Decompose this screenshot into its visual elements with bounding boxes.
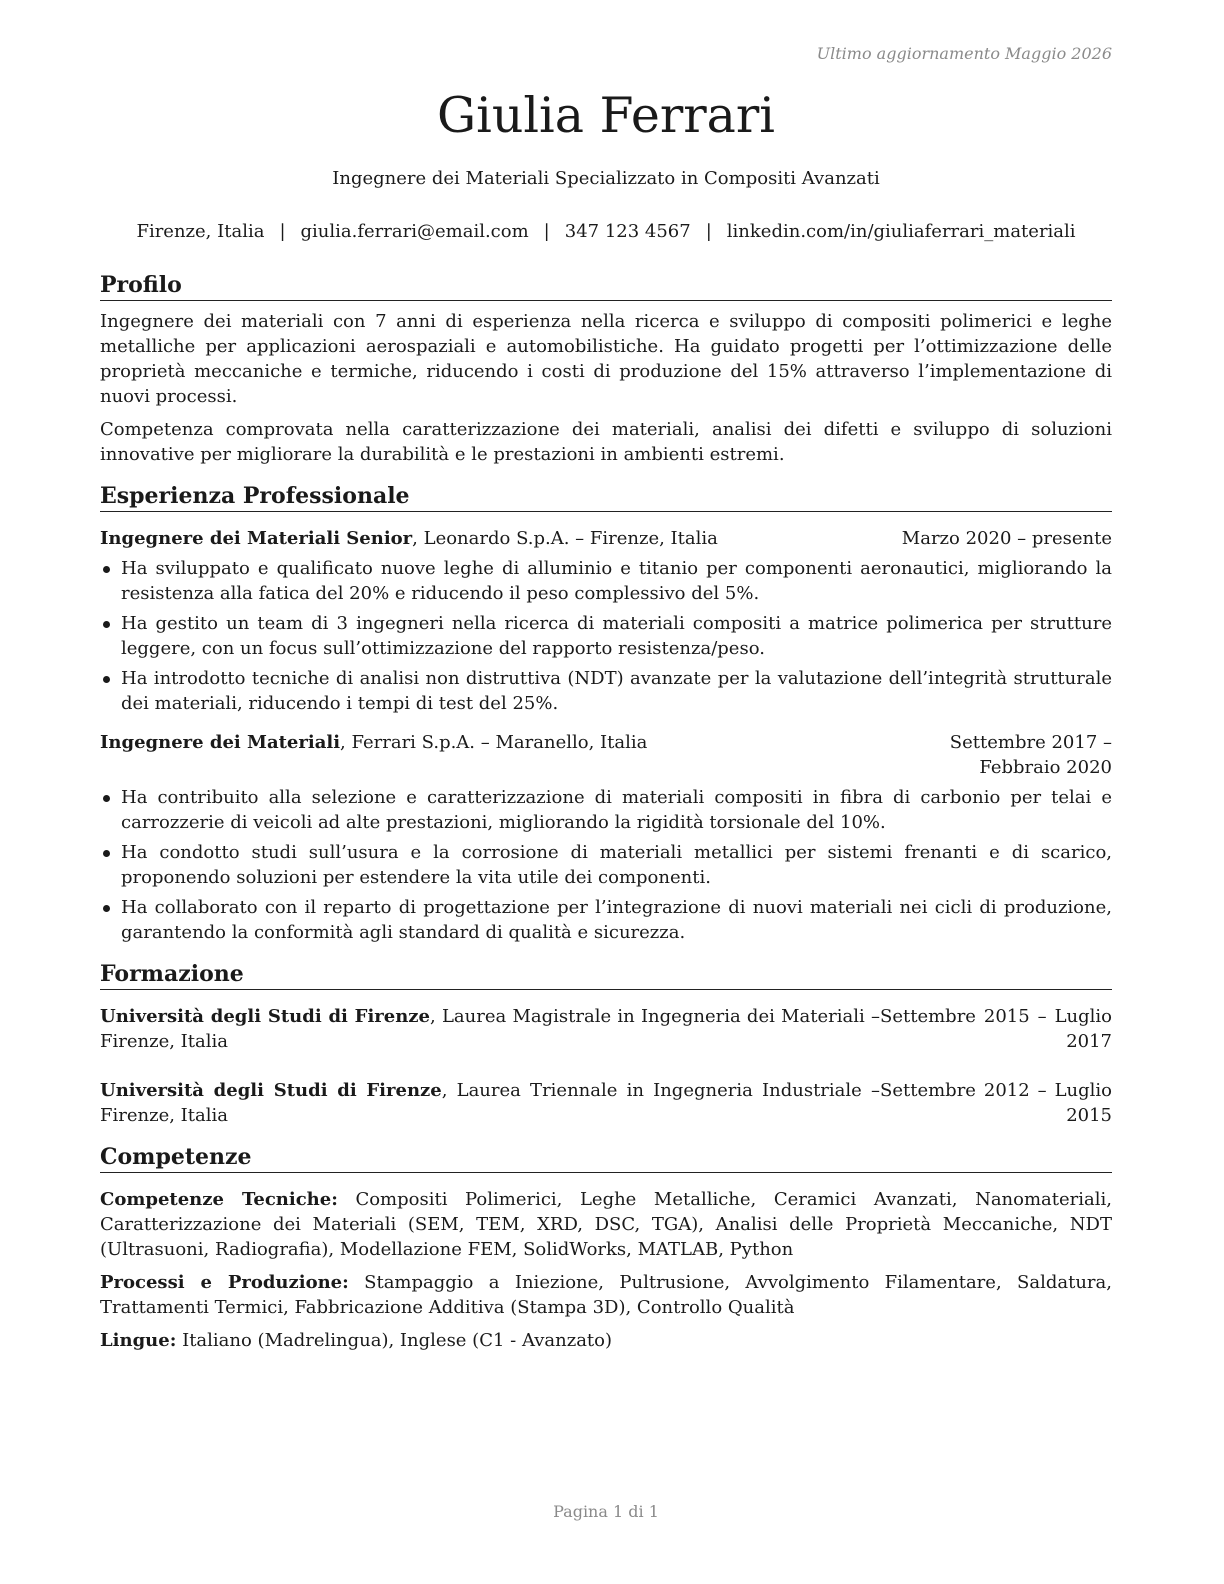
contact-separator: | [705, 221, 712, 242]
contact-separator: | [279, 221, 286, 242]
job-entry [100, 730, 1112, 945]
job-title-line [100, 526, 902, 551]
education-degree [100, 1004, 880, 1054]
page-number: Pagina 1 di 1 [553, 1502, 659, 1521]
bullet-icon [103, 676, 110, 683]
bullet-text: Ha contribuito alla selezione e caratterizzazione di materiali compositi in fibra di carbonio per telai e carrozzerie di veicoli ad alte prestazioni, migliorando la rigidità torsionale del 10%. [121, 787, 1112, 833]
job-dates: Settembre 2017 – Febbraio 2020 [949, 732, 1112, 778]
bullet-text: Ha introdotto tecniche di analisi non distruttiva (NDT) avanzate per la valutazione dell’integrità strutturale dei materiali, riducendo i tempi di test del 25%. [121, 668, 1112, 714]
skill-text: Stampaggio a Iniezione, Pultrusione, Avvolgimento Filamentare, Saldatura, Trattamenti Termici, Fabbricazione Additiva (Stampa 3D), Controllo Qualità [100, 1272, 1112, 1318]
skill-label: Competenze Tecniche: [100, 1189, 338, 1210]
list-item [100, 556, 1112, 606]
candidate-title: Ingegnere dei Materiali Specializzato in Compositi Avanzati [332, 168, 880, 189]
bullet-text: Ha collaborato con il reparto di progettazione per l’integrazione di nuovi materiali nei cicli di produzione, garantendo la conformità agli standard di qualità e sicurezza. [121, 897, 1112, 943]
list-item [100, 785, 1112, 835]
education-entry [100, 1078, 1112, 1128]
contact-email[interactable]: giulia.ferrari@email.com [300, 221, 529, 242]
contact-location: Firenze, Italia [136, 221, 265, 242]
profile-paragraph: Competenza comprovata nella caratterizzazione dei materiali, analisi dei difetti e sviluppo di soluzioni innovative per migliorare la durabilità e le prestazioni in ambienti estremi. [100, 419, 1112, 465]
education-detail: , Laurea Triennale in Ingegneria Industriale – Firenze, Italia [100, 1080, 880, 1126]
last-updated: Ultimo aggiornamento Maggio 2026 [816, 44, 1112, 63]
education-school: Università degli Studi di Firenze [100, 1080, 442, 1101]
education-dates: Settembre 2015 – Luglio 2017 [880, 1006, 1112, 1052]
education-detail: , Laurea Magistrale in Ingegneria dei Materiali – Firenze, Italia [100, 1006, 880, 1052]
job-role: Ingegnere dei Materiali [100, 732, 341, 753]
profile-section [100, 270, 1112, 467]
experience-heading: Esperienza Professionale [100, 481, 1112, 512]
skill-group [100, 1187, 1112, 1262]
job-bullets [100, 556, 1112, 716]
list-item [100, 840, 1112, 890]
bullet-icon [103, 621, 110, 628]
job-dates: Marzo 2020 – presente [901, 528, 1112, 549]
list-item [100, 666, 1112, 716]
job-company: , Leonardo S.p.A. – Firenze, Italia [412, 528, 718, 549]
contact-linkedin[interactable]: linkedin.com/in/giuliaferrari_materiali [726, 221, 1076, 242]
contact-phone[interactable]: 347 123 4567 [564, 221, 691, 242]
job-entry [100, 526, 1112, 716]
education-entry [100, 1004, 1112, 1054]
bullet-text: Ha sviluppato e qualificato nuove leghe di alluminio e titanio per componenti aeronautici, migliorando la resistenza alla fatica del 20% e riducendo il peso complessivo del 5%. [121, 558, 1112, 604]
skill-label: Processi e Produzione: [100, 1272, 349, 1293]
bullet-icon [103, 850, 110, 857]
candidate-name: Giulia Ferrari [437, 87, 775, 144]
job-header [100, 730, 1112, 780]
bullet-icon [103, 905, 110, 912]
job-title-line [100, 730, 872, 755]
skill-text: Italiano (Madrelingua), Inglese (C1 - Avanzato) [176, 1330, 613, 1351]
skill-label: Lingue: [100, 1330, 177, 1351]
job-company: , Ferrari S.p.A. – Maranello, Italia [340, 732, 648, 753]
bullet-text: Ha gestito un team di 3 ingegneri nella ricerca di materiali compositi a matrice polimerica per strutture leggere, con un focus sull’ottimizzazione del rapporto resistenza/peso. [121, 613, 1112, 659]
job-header [100, 526, 1112, 551]
skills-section [100, 1142, 1112, 1353]
education-dates: Settembre 2012 – Luglio 2015 [880, 1080, 1112, 1126]
bullet-icon [103, 795, 110, 802]
contact-line [100, 219, 1112, 245]
education-section [100, 959, 1112, 1128]
job-role: Ingegnere dei Materiali Senior [100, 528, 413, 549]
contact-separator: | [543, 221, 550, 242]
profile-heading: Profilo [100, 270, 1112, 301]
education-school: Università degli Studi di Firenze [100, 1006, 430, 1027]
bullet-icon [103, 566, 110, 573]
list-item [100, 895, 1112, 945]
job-bullets [100, 785, 1112, 945]
skills-heading: Competenze [100, 1142, 1112, 1173]
skill-group [100, 1270, 1112, 1320]
list-item [100, 611, 1112, 661]
education-degree [100, 1078, 880, 1128]
profile-paragraph: Ingegnere dei materiali con 7 anni di esperienza nella ricerca e sviluppo di compositi polimerici e leghe metalliche per applicazioni aerospaziali e automobilistiche. Ha guidato progetti per l’ottimizzazione delle proprietà meccaniche e termiche, riducendo i costi di produzione del 15% attraverso l’implementazione di nuovi processi. [100, 311, 1112, 407]
resume-page [100, 0, 1112, 1584]
experience-section [100, 481, 1112, 945]
bullet-text: Ha condotto studi sull’usura e la corrosione di materiali metallici per sistemi frenanti e di scarico, proponendo soluzioni per estendere la vita utile dei componenti. [121, 842, 1112, 888]
skill-group [100, 1328, 1112, 1353]
education-heading: Formazione [100, 959, 1112, 990]
skill-text: Compositi Polimerici, Leghe Metalliche, Ceramici Avanzati, Nanomateriali, Caratterizzazione dei Materiali (SEM, TEM, XRD, DSC, TGA), Analisi delle Proprietà Meccaniche, NDT (Ultrasuoni, Radiografia), Modellazione FEM, SolidWorks, MATLAB, Python [100, 1189, 1112, 1260]
resume-content [100, 270, 1112, 1353]
